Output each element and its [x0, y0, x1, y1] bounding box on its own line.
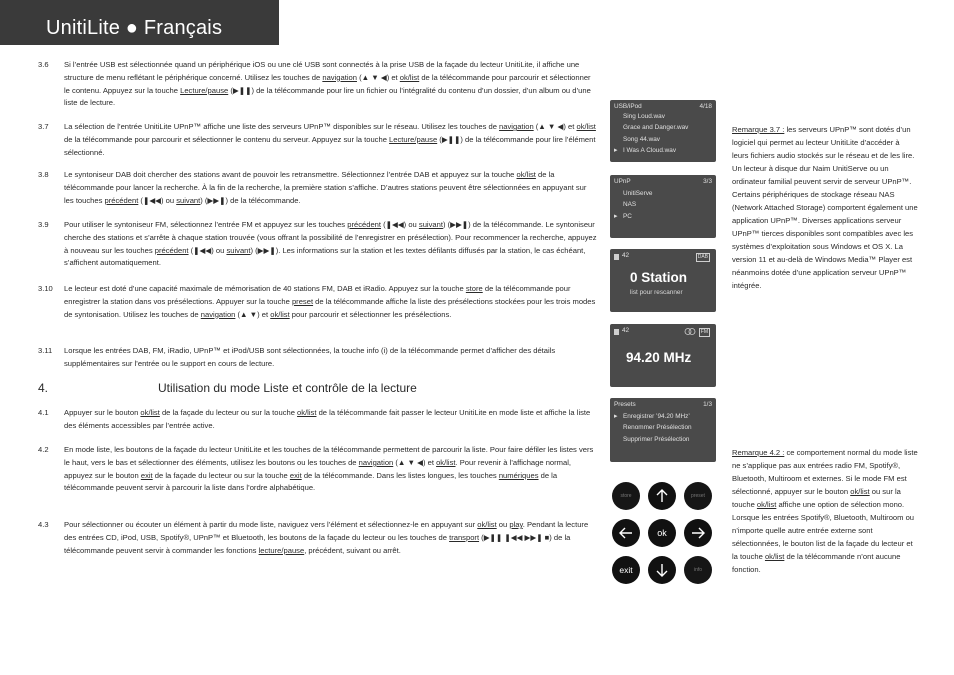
display-title: UPnP — [614, 178, 631, 185]
display-list — [610, 186, 716, 222]
note-link: ok/list — [764, 552, 785, 561]
paragraph-text — [64, 519, 598, 557]
frequency: 94.20 MHz — [626, 350, 692, 365]
mode-badge: FM — [700, 329, 708, 335]
underlined-term: preset — [291, 296, 314, 306]
text-run: (▲ ▼ ◀) et — [533, 122, 577, 131]
text-run: (▶❚❚ ❚◀◀ ▶▶❚ ■) de la télécommande peuvent servir à commander les fonctions — [64, 532, 571, 555]
underlined-term: suivant — [176, 195, 201, 205]
paragraph-text — [64, 283, 598, 321]
speaker-icon — [614, 254, 619, 260]
remote-ok-button[interactable]: ok — [648, 519, 676, 547]
text-run: Le lecteur est doté d’une capacité maximale de mémorisation de 40 stations FM, DAB et iRadio. Appuyez sur la touche — [64, 284, 466, 293]
underlined-term: store — [465, 284, 483, 293]
text-run: (❚◀◀) ou — [138, 195, 177, 205]
paragraph-number: 3.11 — [38, 346, 53, 355]
display-upnp — [610, 175, 716, 238]
paragraph-3-8 — [38, 169, 598, 207]
display-list-item: ▸ I Was A Cloud.wav — [614, 145, 712, 156]
mode-badge: DAB — [697, 254, 708, 260]
display-counter: 4/18 — [699, 103, 712, 110]
display-counter: 3/3 — [703, 178, 712, 185]
text-run: (❚◀◀) ou — [188, 245, 227, 255]
paragraph-text — [64, 407, 598, 433]
display-header — [610, 100, 716, 111]
paragraph-text — [64, 444, 598, 495]
note-label: Remarque 3.7 : — [732, 125, 785, 134]
underlined-term: navigation — [200, 309, 236, 319]
underlined-term: Lecture/pause — [389, 134, 438, 144]
text-run: i — [383, 346, 386, 355]
note-text: de la télécommande n’ont aucune fonction. — [732, 552, 901, 574]
text-run: . Pendant la lecture des entrées CD, iPod, USB, Spotify®, UPnP™ et Bluetooth, les boutons de la façade du lecteur ou les touches de — [64, 520, 589, 542]
note-link: ok/list — [850, 487, 870, 496]
underlined-term: ok/list — [399, 72, 420, 82]
note-link: ok/list — [756, 500, 777, 509]
underlined-term: ok/list — [297, 408, 317, 417]
underlined-term: exit — [289, 470, 302, 480]
text-run: Pour sélectionner ou écouter un élément à partir du mode liste, naviguez vers l’élément et sélectionnez-le en appuyant sur — [64, 520, 478, 529]
section-heading — [38, 381, 598, 397]
display-list-item: Supprimer Présélection — [623, 435, 690, 443]
signal-level: 42 — [622, 252, 630, 259]
display-usb-ipod — [610, 100, 716, 162]
section-number: 4. — [38, 381, 49, 395]
text-run: (❚◀◀) ou — [381, 220, 419, 229]
paragraph-text — [64, 121, 598, 159]
text-run: ) (▶▶❚). Les informations sur la station et les textes défilants diffusés par la station, le cas échéant, s’affichent automatiquement. — [64, 245, 586, 268]
underlined-term: ok/list — [477, 520, 497, 529]
paragraph-number: 3.6 — [38, 60, 49, 69]
underlined-term: précédent — [347, 220, 381, 229]
paragraph-number: 3.7 — [38, 122, 49, 131]
underlined-term: précédent — [154, 245, 189, 255]
text-run: de la télécommande. Dans les listes longues, les touches — [301, 470, 499, 480]
underlined-term: Lecture/pause — [180, 85, 229, 95]
paragraph-number: 3.10 — [38, 284, 53, 293]
underlined-term: suivant — [226, 245, 251, 255]
text-run: de la télécommande pour parcourir et sélectionner le contenu du serveur. Appuyez sur la touche — [64, 134, 390, 144]
paragraph-text — [64, 59, 598, 110]
arrow-up-icon — [654, 488, 670, 504]
arrow-right-icon — [690, 525, 706, 541]
text-run: de la télécommande pour parcourir et sélectionner le contenu. Appuyez sur la touche — [64, 72, 591, 95]
remote-store-button[interactable]: store — [612, 482, 640, 510]
speaker-icon — [614, 329, 619, 335]
underlined-term: précédent — [104, 195, 139, 205]
text-run: ) (▶▶❚) de la télécommande. Le syntoniseur cherche des stations et s’arrête à chaque station trouvée (vous offrant la possibilité de l’enregistrer en présélection). Pour recommencer la recherche, appuyez à nouveau sur les touches — [64, 220, 597, 255]
display-header — [610, 398, 716, 409]
note-text: ou sur la touche — [732, 487, 901, 509]
display-list-item: NAS — [623, 201, 637, 209]
remote-down-button[interactable] — [648, 556, 676, 584]
text-run: de la télécommande peuvent servir à parcourir la liste dans l’ordre alphabétique. — [64, 470, 558, 493]
station-count: 0 Station — [630, 270, 688, 285]
rescan-hint: list pour rescanner — [630, 289, 683, 296]
underlined-term: ok/list — [270, 309, 290, 319]
note-3-7 — [732, 123, 918, 292]
text-run: (▲ ▼ ◀) et — [393, 457, 437, 467]
text-run: En mode liste, les boutons de la façade du lecteur UnitiLite et les touches de la télécommande permettent de parcourir la liste. Pour faire défiler les listes vers le haut, vers le bas et sélectionner des éléments, utilisez les boutons ou les touches de — [64, 445, 594, 467]
text-run: . Pour revenir à l’affichage normal, appuyez sur le bouton — [64, 457, 572, 480]
paragraph-number: 3.9 — [38, 220, 49, 229]
display-list-item: UnitiServe — [623, 190, 653, 197]
underlined-term: exit — [140, 470, 153, 480]
underlined-term: navigation — [322, 72, 357, 82]
paragraph-number: 4.1 — [38, 408, 49, 417]
display-list — [610, 111, 716, 156]
underlined-term: ok/list — [576, 122, 596, 131]
underlined-term: transport — [449, 532, 480, 542]
paragraph-3-9 — [38, 219, 598, 270]
text-run: ) (▶▶❚) de la télécommande. — [200, 195, 301, 205]
text-run: La sélection de l’entrée UnitiLite UPnP™ affiche une liste des serveurs UPnP™ disponibles sur le réseau. Utilisez les touches de — [64, 122, 500, 131]
stereo-icon — [684, 328, 696, 335]
display-title: USB/iPod — [614, 103, 642, 110]
paragraph-3-6 — [38, 59, 598, 110]
display-dab — [610, 249, 716, 312]
remote-right-button[interactable] — [684, 519, 712, 547]
display-list-item: Sing Loud.wav — [623, 113, 665, 120]
paragraph-number: 3.8 — [38, 170, 49, 179]
underlined-term: ok/list — [516, 170, 536, 179]
header-bar — [0, 0, 279, 45]
display-list-item: Grace and Danger.wav — [623, 124, 689, 132]
underlined-term: navigation — [358, 457, 394, 467]
display-fm — [610, 324, 716, 387]
paragraph-number: 4.2 — [38, 445, 49, 454]
text-run: de la façade du lecteur ou sur la touche — [159, 408, 298, 417]
text-run: , précédent, suivant ou arrêt. — [304, 545, 401, 555]
text-run: ou — [496, 520, 510, 529]
underlined-term: numériques — [498, 470, 539, 480]
text-run: Appuyer sur le bouton — [64, 408, 141, 417]
text-run: Lorsque les entrées DAB, FM, iRadio, UPnP™ et iPod/USB sont sélectionnées, la touche info ( — [64, 346, 384, 355]
display-list-item: Renommer Présélection — [623, 424, 692, 432]
display-list-item: ▸ PC — [614, 211, 712, 222]
text-run: (▶❚❚) de la télécommande pour lire l’élément sélectionné. — [64, 134, 596, 157]
remote-up-button[interactable] — [648, 482, 676, 510]
remote-navigation-pad — [610, 480, 716, 586]
note-text: ce comportement normal du mode liste ne s’applique pas aux entrées radio FM, Spotify®, Bluetooth, Multiroom et externes. Si le mode FM est sélectionné, appuyer sur le bouton — [732, 448, 918, 496]
text-run: pour parcourir et sélectionner les présélections. — [289, 309, 452, 319]
paragraph-3-7 — [38, 121, 598, 159]
display-list-item: Song 44.wav — [623, 135, 660, 143]
note-text: les serveurs UPnP™ sont dotés d’un logiciel qui permet au lecteur UnitiLite d’accéder à leurs fichiers audio stockés sur le réseau et de les lire. Un lecteur à disque dur Naim UnitiServe ou un ordinateur familial peuvent servir de serveur UPnP™. Certains périphériques de stockage réseau NAS (Network Attached Storage) comportent également une application UPnP™. Diverses applications serveur UPnP™ tierces disponibles sont compatibles avec les systèmes d’exploitation sous Windows et OS X. La version 11 et au-delà de Windows Media™ Player est néanmoins dotée d’une application serveur UPnP™ intégrée. — [732, 125, 918, 290]
remote-info-button[interactable]: info — [684, 556, 712, 584]
display-list — [610, 409, 716, 445]
paragraph-4-2 — [38, 444, 598, 495]
arrow-down-icon — [654, 562, 670, 578]
section-title: Utilisation du mode Liste et contrôle de la lecture — [158, 381, 417, 395]
underlined-term: ok/list — [140, 408, 160, 417]
text-run: Si l’entrée USB est sélectionnée quand un périphérique iOS ou une clé USB sont connectés à la prise USB de la façade du lecteur UnitiLite, il affiche une structure de menu reflétant le périphérique concerné. Utilisez les touches de — [64, 60, 580, 82]
remote-exit-button[interactable]: exit — [612, 556, 640, 584]
signal-level: 42 — [622, 327, 630, 334]
note-4-2 — [732, 446, 918, 576]
underlined-term: ok/list — [436, 457, 456, 467]
note-label: Remarque 4.2 : — [732, 448, 785, 457]
paragraph-number: 4.3 — [38, 520, 49, 529]
paragraph-4-3 — [38, 519, 598, 557]
text-run: de la télécommande pour enregistrer la station dans vos présélections. Appuyer sur la touche — [64, 284, 571, 306]
text-run: Le syntoniseur DAB doit chercher des stations avant de pouvoir les retransmettre. Sélectionnez l’entrée DAB et appuyez sur la touche — [64, 170, 517, 179]
underlined-term: lecture/pause — [258, 545, 305, 555]
underlined-term: suivant — [418, 220, 443, 229]
paragraph-4-1 — [38, 407, 598, 433]
text-run: (▲ ▼ ◀) et — [356, 72, 400, 82]
text-run: Pour utiliser le syntoniseur FM, sélectionnez l’entrée FM et appuyez sur les touches — [64, 220, 348, 229]
display-counter: 1/3 — [703, 401, 712, 408]
text-run: (▶❚❚) de la télécommande pour lire un fichier ou l’intégralité du contenu d’un dossier, d’un album ou d’une liste de lecture. — [64, 85, 591, 108]
underlined-term: play — [509, 520, 523, 529]
display-header — [610, 175, 716, 186]
paragraph-3-10 — [38, 283, 598, 321]
page-title: UnitiLite ● Français — [46, 17, 223, 39]
arrow-left-icon — [618, 525, 634, 541]
text-run: de la télécommande pour lancer la recherche. À la fin de la recherche, la première station s’affiche. D’autres stations peuvent être sélectionnées en appuyant sur les touches — [64, 170, 587, 205]
paragraph-text — [64, 219, 598, 270]
underlined-term: navigation — [499, 122, 534, 131]
remote-preset-button[interactable]: preset — [684, 482, 712, 510]
note-text: affiche une option de sélection mono. Lorsque les entrées Spotify®, Bluetooth, Multiroom ou n’importe quelle autre entrée externe sont sélectionnées, le bouton list de la façade du lecteur et la touche — [732, 500, 915, 561]
paragraph-3-11 — [38, 345, 598, 371]
text-run: de la façade du lecteur ou sur la touche — [152, 470, 290, 480]
text-run: ) de la télécommande permet d’afficher des détails supplémentaires sur l’entrée ou le support en cours de lecture. — [64, 346, 556, 368]
paragraph-text — [64, 169, 598, 207]
text-run: de la télécommande affiche la liste des présélections stockées pour les trois modes de syntonisation. Utilisez les touches de — [64, 296, 596, 319]
display-list-item: ▸ Enregistrer ’94.20 MHz’ — [614, 411, 712, 422]
remote-left-button[interactable] — [612, 519, 640, 547]
paragraph-text — [64, 345, 598, 371]
text-run: de la télécommande fait passer le lecteur UnitiLite en mode liste et affiche la liste des éléments accessibles par l’entrée active. — [64, 408, 591, 430]
display-title: Presets — [614, 401, 636, 408]
text-run: (▲ ▼) et — [235, 309, 271, 319]
display-presets — [610, 398, 716, 462]
